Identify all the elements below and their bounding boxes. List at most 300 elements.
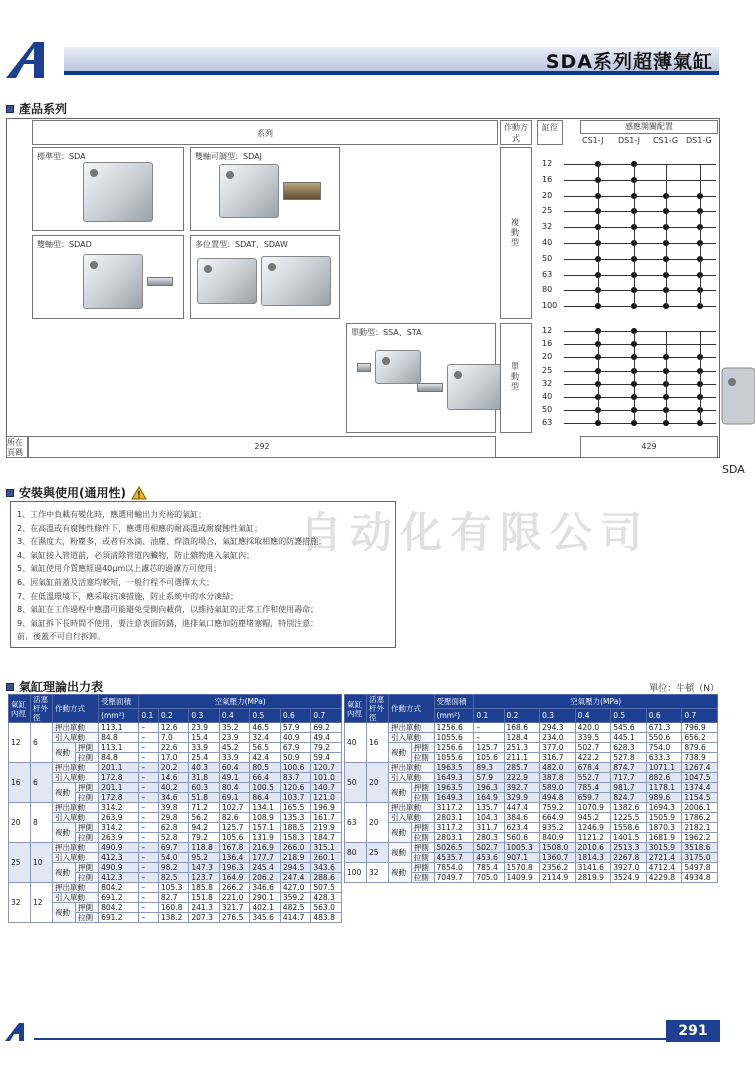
force-value: 2010.6 bbox=[575, 843, 611, 853]
force-value: 79.2 bbox=[311, 743, 342, 753]
bore-cell: 16 bbox=[9, 763, 31, 803]
product-cell-double-rod bbox=[32, 235, 184, 319]
side-cell: 押側 bbox=[76, 903, 99, 913]
force-value: 60.4 bbox=[219, 763, 250, 773]
table-row bbox=[9, 883, 342, 893]
force-value: 105.3 bbox=[158, 883, 189, 893]
col-pressure-value: 0.7 bbox=[682, 709, 718, 723]
force-value: 82.7 bbox=[158, 893, 189, 903]
force-value: – bbox=[139, 763, 159, 773]
force-value: 659.7 bbox=[575, 793, 611, 803]
switch-column-line bbox=[700, 331, 701, 423]
bore-row-line bbox=[564, 344, 716, 345]
force-value: 3175.0 bbox=[682, 853, 718, 863]
section-bullet-icon bbox=[6, 105, 14, 113]
force-value: 241.3 bbox=[189, 903, 220, 913]
force-value: 172.8 bbox=[99, 773, 139, 783]
force-value: 164.9 bbox=[474, 793, 504, 803]
bore-label: 63 bbox=[542, 269, 553, 279]
table-row bbox=[9, 813, 342, 823]
bore-row-line bbox=[564, 211, 716, 212]
force-value: 95.2 bbox=[189, 853, 220, 863]
bore-row-line bbox=[564, 227, 716, 228]
force-value: 691.2 bbox=[99, 913, 139, 923]
bore-cell: 40 bbox=[345, 723, 367, 763]
rod-cell: 12 bbox=[31, 883, 53, 923]
force-value: 490.9 bbox=[99, 843, 139, 853]
force-value: 201.1 bbox=[99, 763, 139, 773]
force-value: 89.3 bbox=[474, 763, 504, 773]
force-value: 201.1 bbox=[99, 783, 139, 793]
force-value: 245.4 bbox=[250, 863, 281, 873]
side-cell: 拉側 bbox=[76, 833, 99, 843]
bore-cell: 50 bbox=[345, 763, 367, 803]
side-tab-label: SDA bbox=[722, 463, 745, 476]
force-value: 102.7 bbox=[219, 803, 250, 813]
force-value: 118.8 bbox=[189, 843, 220, 853]
force-value: 628.3 bbox=[611, 743, 647, 753]
page-label: 所在頁碼 bbox=[6, 436, 28, 458]
force-value: 785.4 bbox=[474, 863, 504, 873]
switch-column-line bbox=[666, 331, 667, 423]
side-cell: 拉側 bbox=[76, 873, 99, 883]
force-value: 12.6 bbox=[158, 723, 189, 733]
force-value: 196.9 bbox=[311, 803, 342, 813]
force-value: 671.3 bbox=[646, 723, 682, 733]
force-value: 1047.5 bbox=[682, 773, 718, 783]
force-value: 247.4 bbox=[280, 873, 311, 883]
force-value: 222.9 bbox=[504, 773, 540, 783]
force-value: 560.6 bbox=[504, 833, 540, 843]
force-value: 427.0 bbox=[280, 883, 311, 893]
side-cell: 押側 bbox=[411, 823, 434, 833]
force-value: 207.3 bbox=[189, 913, 220, 923]
table-row bbox=[9, 903, 342, 913]
side-cell: 拉側 bbox=[76, 753, 99, 763]
col-area-unit: (mm²) bbox=[99, 709, 139, 723]
table-row bbox=[345, 863, 718, 873]
bore-cell: 63 bbox=[345, 803, 367, 843]
force-value: 57.9 bbox=[474, 773, 504, 783]
switch-ds1j: DS1-J bbox=[618, 136, 641, 145]
note-item: 6、因氣缸前蓋及活塞均較短，一般行程不可選擇太大； bbox=[17, 577, 215, 587]
force-value: 502.7 bbox=[474, 843, 504, 853]
bore-row-line bbox=[564, 423, 716, 424]
force-value: 158.3 bbox=[280, 833, 311, 843]
force-value: 359.2 bbox=[280, 893, 311, 903]
side-cell: 押側 bbox=[411, 783, 434, 793]
table-row bbox=[9, 733, 342, 743]
company-logo bbox=[4, 40, 64, 80]
force-value: 128.4 bbox=[504, 733, 540, 743]
bore-label: 32 bbox=[542, 378, 553, 388]
col-pressure-value: 0.4 bbox=[575, 709, 611, 723]
force-value: – bbox=[139, 793, 159, 803]
force-value: 31.8 bbox=[189, 773, 220, 783]
force-value: 157.1 bbox=[250, 823, 281, 833]
force-value: 280.3 bbox=[474, 833, 504, 843]
force-value: 343.6 bbox=[311, 863, 342, 873]
switch-cs1j: CS1-J bbox=[582, 136, 604, 145]
force-value: 412.3 bbox=[99, 873, 139, 883]
rod-cell: 25 bbox=[367, 843, 389, 863]
col-pressure-value: 0.1 bbox=[474, 709, 504, 723]
force-value: 15.4 bbox=[189, 733, 220, 743]
switch-column-line bbox=[666, 164, 667, 306]
force-value: 345.6 bbox=[250, 913, 281, 923]
force-value: 218.9 bbox=[280, 853, 311, 863]
header-switch: 感應開關配置 bbox=[580, 120, 718, 134]
col-pressure-value: 0.5 bbox=[250, 709, 281, 723]
section-title: 產品系列 bbox=[19, 102, 68, 116]
warning-icon bbox=[131, 486, 147, 500]
action-cell: 引入單動 bbox=[389, 813, 435, 823]
col-rod: 活塞杆外徑 bbox=[367, 695, 389, 723]
force-value: 80.4 bbox=[219, 783, 250, 793]
side-cell: 拉側 bbox=[76, 913, 99, 923]
force-value: 824.7 bbox=[611, 793, 647, 803]
force-value: 84.8 bbox=[99, 753, 139, 763]
force-value: 98.2 bbox=[158, 863, 189, 873]
force-value: 1360.7 bbox=[540, 853, 576, 863]
cylinder-image bbox=[417, 364, 503, 410]
force-value: 552.7 bbox=[575, 773, 611, 783]
force-value: 84.8 bbox=[99, 733, 139, 743]
force-value: 502.7 bbox=[575, 743, 611, 753]
product-label: 標準型：SDA bbox=[37, 152, 86, 161]
bore-cell: 100 bbox=[345, 863, 367, 883]
company-logo-small bbox=[4, 1022, 34, 1042]
force-value: 2267.8 bbox=[611, 853, 647, 863]
force-value: 131.9 bbox=[250, 833, 281, 843]
force-value: 294.5 bbox=[280, 863, 311, 873]
note-item: 9、氣缸拆下長時間不使用，要注意表面防銹，進排氣口應加防塵堵塞帽，特別注意： bbox=[17, 618, 319, 628]
force-value: 7854.0 bbox=[434, 863, 474, 873]
force-value: 52.8 bbox=[158, 833, 189, 843]
side-cell: 拉側 bbox=[411, 853, 434, 863]
force-value: 50.9 bbox=[280, 753, 311, 763]
force-value: 314.2 bbox=[99, 823, 139, 833]
force-value: 392.7 bbox=[504, 783, 540, 793]
col-pressure-value: 0.4 bbox=[219, 709, 250, 723]
force-value: 1409.9 bbox=[504, 873, 540, 883]
page-number: 291 bbox=[666, 1020, 720, 1042]
force-value: 507.5 bbox=[311, 883, 342, 893]
force-value: 1649.3 bbox=[434, 773, 474, 783]
section-force-table bbox=[6, 678, 103, 695]
side-cell: 押側 bbox=[411, 843, 434, 853]
col-bore: 氣缸內徑 bbox=[345, 695, 367, 723]
force-value: 589.0 bbox=[540, 783, 576, 793]
force-value: 266.0 bbox=[280, 843, 311, 853]
force-value: 1121.2 bbox=[575, 833, 611, 843]
bore-row-line bbox=[564, 196, 716, 197]
force-value: 2819.9 bbox=[575, 873, 611, 883]
action-cell: 押出單動 bbox=[53, 883, 99, 893]
section-install-usage bbox=[6, 484, 147, 501]
force-value: 80.5 bbox=[250, 763, 281, 773]
force-value: 804.2 bbox=[99, 903, 139, 913]
force-value: 33.9 bbox=[189, 743, 220, 753]
rod-cell: 6 bbox=[31, 723, 53, 763]
force-value: 2356.2 bbox=[540, 863, 576, 873]
force-value: 314.2 bbox=[99, 803, 139, 813]
force-value: 1694.3 bbox=[646, 803, 682, 813]
switch-column-line bbox=[634, 331, 635, 423]
force-value: 136.4 bbox=[219, 853, 250, 863]
force-value: 35.2 bbox=[219, 723, 250, 733]
force-value: 1374.4 bbox=[682, 783, 718, 793]
force-value: 1071.1 bbox=[646, 763, 682, 773]
force-value: 105.6 bbox=[474, 753, 504, 763]
force-value: 759.2 bbox=[540, 803, 576, 813]
table-row bbox=[9, 743, 342, 753]
force-value: 2513.3 bbox=[611, 843, 647, 853]
force-value: 907.1 bbox=[504, 853, 540, 863]
force-value: 623.4 bbox=[504, 823, 540, 833]
force-value: 71.2 bbox=[189, 803, 220, 813]
bore-label: 25 bbox=[542, 365, 553, 375]
force-value: 165.5 bbox=[280, 803, 311, 813]
bore-cell: 32 bbox=[9, 883, 31, 923]
force-value: – bbox=[139, 863, 159, 873]
force-value: 83.7 bbox=[280, 773, 311, 783]
force-value: 316.7 bbox=[540, 753, 576, 763]
force-value: 251.3 bbox=[504, 743, 540, 753]
force-value: 311.7 bbox=[474, 823, 504, 833]
force-value: 1558.6 bbox=[611, 823, 647, 833]
force-value: 60.3 bbox=[189, 783, 220, 793]
force-value: 656.2 bbox=[682, 733, 718, 743]
bore-label: 20 bbox=[542, 190, 553, 200]
force-value: – bbox=[139, 883, 159, 893]
bore-label: 32 bbox=[542, 222, 553, 232]
switch-column-line bbox=[634, 164, 635, 306]
force-value: 100.6 bbox=[280, 763, 311, 773]
page-series: 292 bbox=[28, 436, 496, 458]
force-value: 935.2 bbox=[540, 823, 576, 833]
force-value: – bbox=[139, 893, 159, 903]
force-value: 54.0 bbox=[158, 853, 189, 863]
force-value: 147.3 bbox=[189, 863, 220, 873]
force-value: 69.2 bbox=[311, 723, 342, 733]
force-value: 1178.1 bbox=[646, 783, 682, 793]
side-cell: 拉側 bbox=[411, 753, 434, 763]
force-value: 346.6 bbox=[250, 883, 281, 893]
rod-cell: 6 bbox=[31, 763, 53, 803]
force-value: 285.7 bbox=[504, 763, 540, 773]
force-value: 120.7 bbox=[311, 763, 342, 773]
col-bore: 氣缸內徑 bbox=[9, 695, 31, 723]
force-value: 1963.5 bbox=[434, 763, 474, 773]
force-value: – bbox=[139, 813, 159, 823]
force-value: 185.8 bbox=[189, 883, 220, 893]
force-value: 527.8 bbox=[611, 753, 647, 763]
force-value: 840.9 bbox=[540, 833, 576, 843]
force-value: 1154.5 bbox=[682, 793, 718, 803]
force-value: – bbox=[139, 743, 159, 753]
force-value: 482.5 bbox=[280, 903, 311, 913]
bore-row-line bbox=[564, 357, 716, 358]
bore-cell: 80 bbox=[345, 843, 367, 863]
force-value: 445.1 bbox=[611, 733, 647, 743]
bore-cell: 12 bbox=[9, 723, 31, 763]
force-value: 691.2 bbox=[99, 893, 139, 903]
force-value: 664.9 bbox=[540, 813, 576, 823]
force-value: 1505.9 bbox=[646, 813, 682, 823]
force-value: 125.7 bbox=[219, 823, 250, 833]
force-value: 79.2 bbox=[189, 833, 220, 843]
force-value: 3015.9 bbox=[646, 843, 682, 853]
action-cell: 引入單動 bbox=[389, 733, 435, 743]
page-switch: 429 bbox=[580, 436, 718, 458]
product-cell-adjustable bbox=[190, 147, 340, 231]
section-title: 安裝與使用(通用性) bbox=[19, 486, 126, 500]
col-pressure-value: 0.3 bbox=[189, 709, 220, 723]
col-rod: 活塞杆外徑 bbox=[31, 695, 53, 723]
cylinder-image bbox=[83, 162, 153, 222]
col-action: 作動方式 bbox=[53, 695, 99, 723]
side-cell: 拉側 bbox=[411, 833, 434, 843]
force-table-left bbox=[8, 694, 342, 923]
force-value: 134.1 bbox=[250, 803, 281, 813]
action-cell: 押出單動 bbox=[53, 803, 99, 813]
col-pressure-value: 0.2 bbox=[158, 709, 189, 723]
force-value: – bbox=[139, 723, 159, 733]
bore-row-line bbox=[564, 290, 716, 291]
force-value: – bbox=[139, 773, 159, 783]
product-label: 雙軸型：SDAD bbox=[37, 240, 92, 249]
force-value: 221.0 bbox=[219, 893, 250, 903]
force-value: 172.8 bbox=[99, 793, 139, 803]
force-value: – bbox=[139, 843, 159, 853]
table-row bbox=[9, 723, 342, 733]
rod-cell: 16 bbox=[367, 723, 389, 763]
side-cell: 押側 bbox=[411, 863, 434, 873]
force-value: 17.0 bbox=[158, 753, 189, 763]
force-value: 206.2 bbox=[250, 873, 281, 883]
bore-label: 100 bbox=[542, 301, 558, 311]
force-value: 2006.1 bbox=[682, 803, 718, 813]
action-cell: 複動 bbox=[389, 863, 412, 883]
force-value: 738.9 bbox=[682, 753, 718, 763]
bore-row-line bbox=[564, 397, 716, 398]
force-value: 4934.8 bbox=[682, 873, 718, 883]
force-value: 184.7 bbox=[311, 833, 342, 843]
force-value: 981.7 bbox=[611, 783, 647, 793]
table-row bbox=[9, 853, 342, 863]
action-label: 單動型 bbox=[511, 362, 519, 391]
action-cell: 複動 bbox=[389, 783, 412, 803]
bore-row-line bbox=[564, 306, 716, 307]
action-cell: 押出單動 bbox=[53, 843, 99, 853]
force-table-right bbox=[344, 694, 718, 883]
bore-row-line bbox=[564, 243, 716, 244]
side-cell: 押側 bbox=[76, 783, 99, 793]
switch-column-line bbox=[700, 164, 701, 306]
force-value: 412.3 bbox=[99, 853, 139, 863]
force-value: 1786.2 bbox=[682, 813, 718, 823]
action-cell: 複動 bbox=[389, 843, 412, 863]
side-cell: 拉側 bbox=[411, 873, 434, 883]
action-cell: 引入單動 bbox=[389, 773, 435, 783]
force-value: 2114.9 bbox=[540, 873, 576, 883]
bore-row-line bbox=[564, 371, 716, 372]
force-value: 3524.9 bbox=[611, 873, 647, 883]
col-area: 受壓面積 bbox=[99, 695, 139, 709]
force-value: 7.0 bbox=[158, 733, 189, 743]
force-value: 151.8 bbox=[189, 893, 220, 903]
note-item: 4、氣缸接入管道前，必須清除管道內臟物，防止雜物進入氣缸內； bbox=[17, 550, 255, 560]
force-value: 563.0 bbox=[311, 903, 342, 913]
force-value: 32.4 bbox=[250, 733, 281, 743]
section-bullet-icon bbox=[6, 683, 14, 691]
force-value: 377.0 bbox=[540, 743, 576, 753]
force-value: 339.5 bbox=[575, 733, 611, 743]
force-value: 69.1 bbox=[219, 793, 250, 803]
force-value: 447.4 bbox=[504, 803, 540, 813]
unit-label: 單位：牛頓（N） bbox=[649, 684, 719, 694]
force-value: 1814.3 bbox=[575, 853, 611, 863]
table-row bbox=[9, 863, 342, 873]
bore-row-line bbox=[564, 259, 716, 260]
force-value: 4712.4 bbox=[646, 863, 682, 873]
force-value: 1382.6 bbox=[611, 803, 647, 813]
action-cell: 押出單動 bbox=[53, 723, 99, 733]
action-cell: 押出單動 bbox=[389, 763, 435, 773]
force-value: 40.3 bbox=[189, 763, 220, 773]
force-value: 290.1 bbox=[250, 893, 281, 903]
force-value: 2721.4 bbox=[646, 853, 682, 863]
col-action: 作動方式 bbox=[389, 695, 435, 723]
product-label: 單動型：SSA、STA bbox=[351, 328, 422, 337]
force-value: 266.2 bbox=[219, 883, 250, 893]
force-value: 66.4 bbox=[250, 773, 281, 783]
action-cell: 複動 bbox=[53, 743, 76, 763]
header-series: 系列 bbox=[32, 120, 498, 145]
force-value: 422.2 bbox=[575, 753, 611, 763]
force-value: 2803.1 bbox=[434, 833, 474, 843]
force-value: 321.7 bbox=[219, 903, 250, 913]
action-cell: 複動 bbox=[389, 823, 412, 843]
bore-label: 25 bbox=[542, 206, 553, 216]
action-cell: 引入單動 bbox=[53, 733, 99, 743]
bore-row-line bbox=[564, 410, 716, 411]
force-value: 329.9 bbox=[504, 793, 540, 803]
force-value: 51.8 bbox=[189, 793, 220, 803]
col-pressure: 空氣壓力(MPa) bbox=[139, 695, 342, 709]
force-value: – bbox=[139, 853, 159, 863]
force-value: 196.3 bbox=[474, 783, 504, 793]
force-value: 234.0 bbox=[540, 733, 576, 743]
bore-label: 12 bbox=[542, 159, 553, 168]
force-value: 2803.1 bbox=[434, 813, 474, 823]
action-single bbox=[500, 323, 532, 433]
force-value: – bbox=[139, 913, 159, 923]
force-value: 34.6 bbox=[158, 793, 189, 803]
force-value: 490.9 bbox=[99, 863, 139, 873]
force-value: 123.7 bbox=[189, 873, 220, 883]
action-cell: 複動 bbox=[53, 903, 76, 923]
section-bullet-icon bbox=[6, 489, 14, 497]
note-item: 1、工作中負載有變化時，應選用輸出力充裕的氣缸； bbox=[17, 510, 207, 519]
force-value: 3117.2 bbox=[434, 823, 474, 833]
force-value: 62.8 bbox=[158, 823, 189, 833]
force-value: 3141.6 bbox=[575, 863, 611, 873]
force-value: 263.9 bbox=[99, 833, 139, 843]
force-value: 177.7 bbox=[250, 853, 281, 863]
cylinder-image bbox=[357, 350, 421, 384]
